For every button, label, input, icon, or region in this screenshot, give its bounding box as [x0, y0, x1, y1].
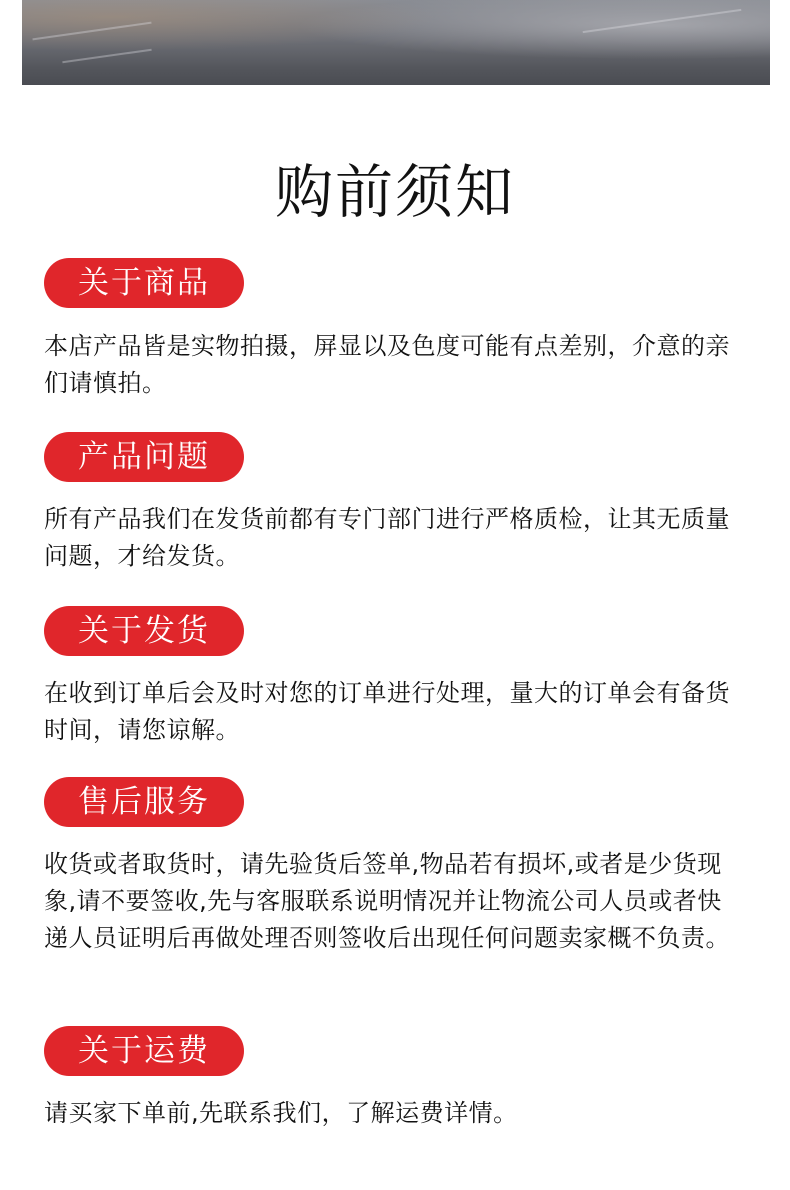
section-heading-after-sales: 售后服务	[44, 777, 244, 827]
product-photo-strip	[22, 0, 770, 85]
section-heading-about-product: 关于商品	[44, 258, 244, 308]
photo-texture	[583, 9, 742, 33]
page-title: 购前须知	[274, 158, 515, 226]
section-heading-shipping-fee: 关于运费	[44, 1026, 244, 1076]
section-body-shipping: 在收到订单后会及时对您的订单进行处理，量大的订单会有备货时间，请您谅解。	[44, 679, 730, 744]
section-body-after-sales: 收货或者取货时，请先验货后签单,物品若有损坏,或者是少货现象,请不要签收,先与客服联系说明情况并让物流公司人员或者快递人员证明后再做处理否则签收后出现任何问题卖家概不负责。	[44, 850, 730, 952]
photo-texture	[32, 22, 151, 41]
section-heading-product-issues: 产品问题	[44, 432, 244, 482]
section-heading-shipping: 关于发货	[44, 606, 244, 656]
section-body-shipping-fee: 请买家下单前,先联系我们，了解运费详情。	[44, 1099, 518, 1127]
section-body-about-product: 本店产品皆是实物拍摄，屏显以及色度可能有点差别，介意的亲们请慎拍。	[44, 332, 730, 397]
section-body-product-issues: 所有产品我们在发货前都有专门部门进行严格质检，让其无质量问题，才给发货。	[44, 505, 730, 570]
photo-texture	[62, 49, 151, 64]
